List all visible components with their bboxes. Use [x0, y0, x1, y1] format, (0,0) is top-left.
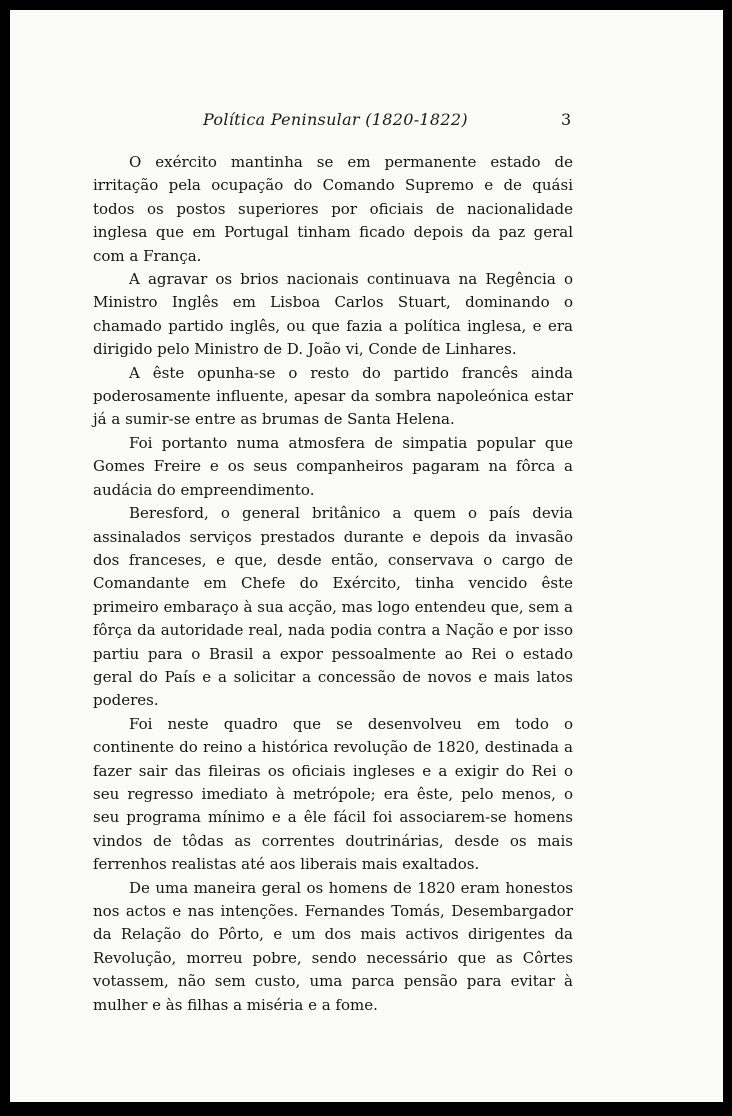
- page-number: 3: [561, 110, 572, 129]
- page-header: [10, 110, 723, 134]
- body-text: [93, 151, 573, 1017]
- book-page: [10, 10, 723, 1102]
- paragraph: Foi portanto numa atmosfera de simpatia popular que Gomes Freire e os seus companheiros pagaram na fôrca a audácia do empreendimento.: [93, 433, 573, 499]
- paragraph: A êste opunha-se o resto do partido francês ainda poderosamente influente, apesar da sombra napoleónica estar já a sumir-se entre as brumas de Santa Helena.: [93, 363, 573, 429]
- paragraph: Beresford, o general britânico a quem o país devia assinalados serviços prestados durante e depois da invasão dos franceses, e que, desde então, conservava o cargo de Comandante em Chefe do Exército, tinha vencido êste primeiro embaraço à sua acção, mas logo entendeu que, sem a fôrça da autoridade real, nada podia contra a Nação e por isso partiu para o Brasil a expor pessoalmente ao Rei o estado geral do País e a solicitar a concessão de novos e mais latos poderes.: [93, 504, 573, 710]
- paragraph: De uma maneira geral os homens de 1820 eram honestos nos actos e nas intenções. Fernandes Tomás, Desembargador da Relação do Pôrto, e um dos mais activos dirigentes da Revolução, morreu pobre, sendo necessário que as Côrtes votassem, não sem custo, uma parca pensão para evitar à mulher e às filhas a miséria e a fome.: [93, 878, 573, 1014]
- running-title: Política Peninsular (1820-1822): [203, 110, 468, 129]
- paragraph: Foi neste quadro que se desenvolveu em todo o continente do reino a histórica revolução de 1820, destinada a fazer sair das fileiras os oficiais ingleses e a exigir do Rei o seu regresso imediato à metrópole; era êste, pelo menos, o seu programa mínimo e a êle fácil foi associarem-se homens vindos de tôdas as correntes doutrinárias, desde os mais ferrenhos realistas até aos liberais mais exaltados.: [93, 714, 573, 874]
- paragraph: A agravar os brios nacionais continuava na Regência o Ministro Inglês em Lisboa Carlos Stuart, dominando o chamado partido inglês, ou que fazia a política inglesa, e era dirigido pelo Ministro de D. João vi, Conde de Linhares.: [93, 270, 573, 359]
- paragraph: O exército mantinha se em permanente estado de irritação pela ocupação do Comando Supremo e de quási todos os postos superiores por oficiais de nacionalidade inglesa que em Portugal tinham ficado depois da paz geral com a França.: [93, 153, 573, 265]
